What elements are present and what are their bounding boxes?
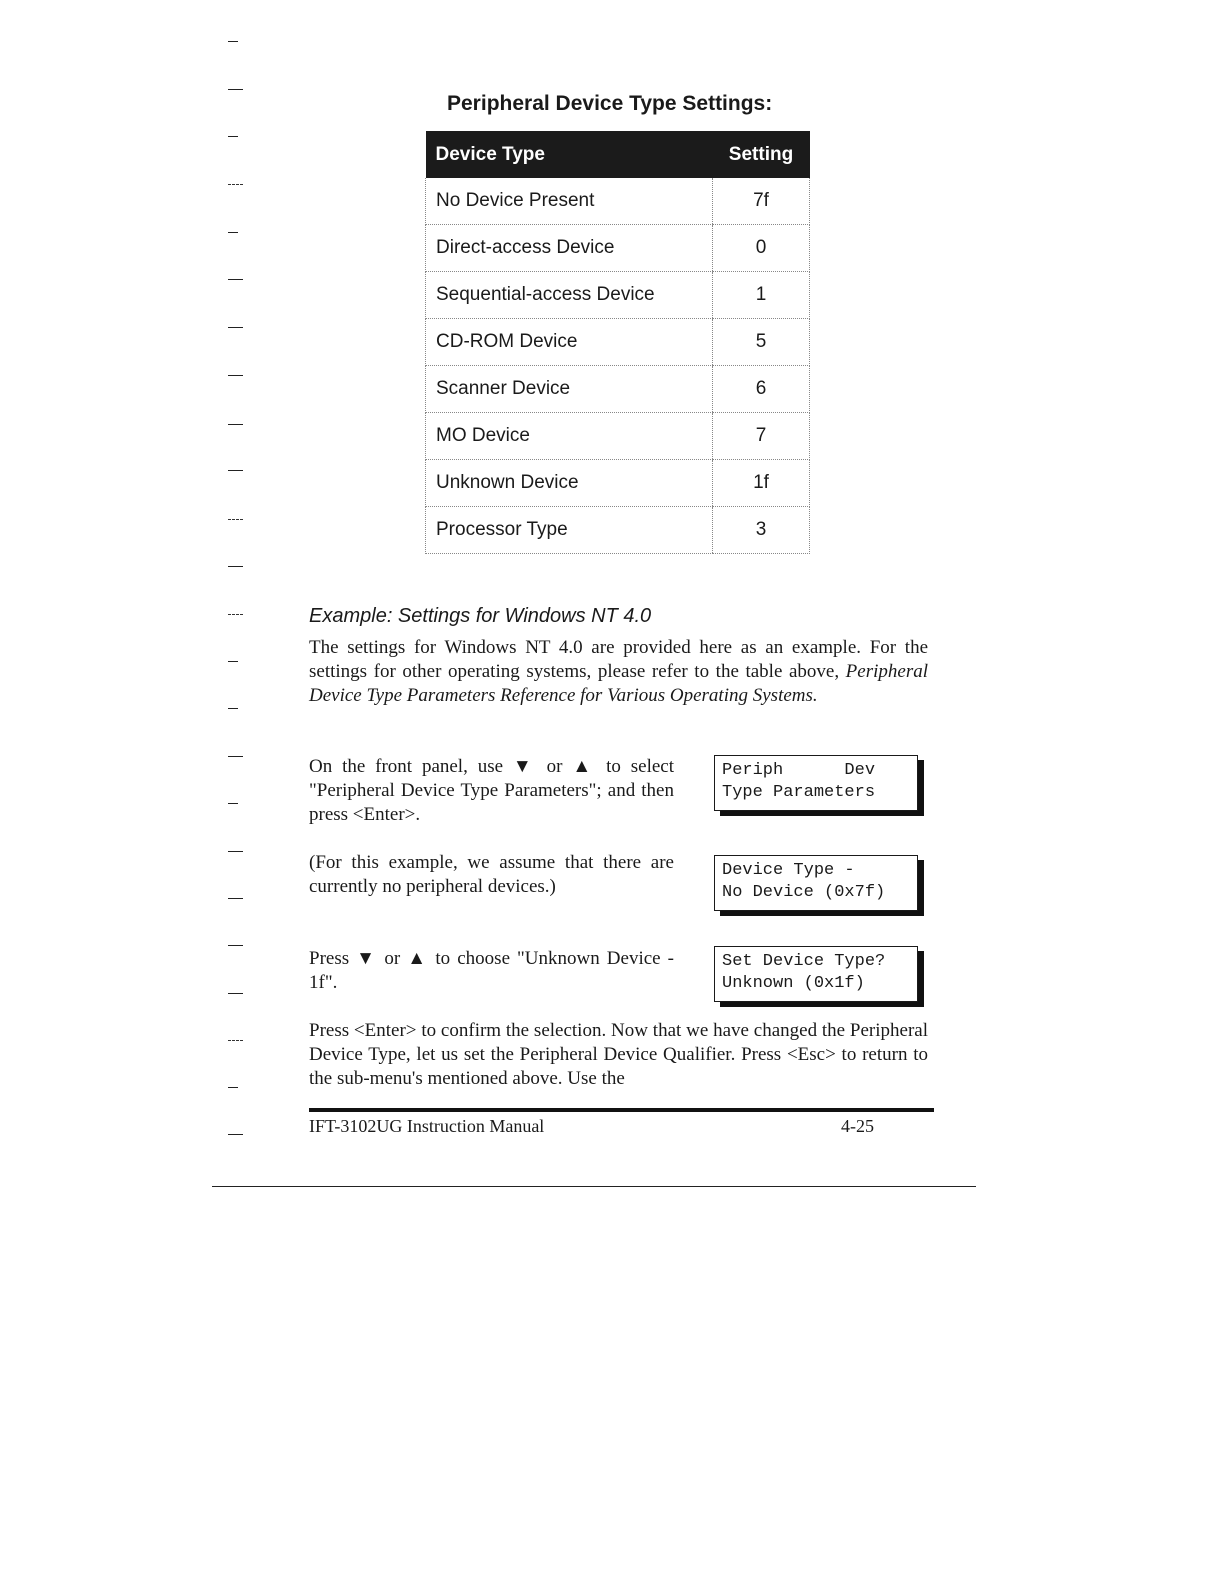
footer-page-number: 4-25 bbox=[841, 1116, 874, 1136]
step-3-text: Press ▼ or ▲ to choose "Unknown Device - 1f". bbox=[309, 948, 674, 993]
intro-paragraph bbox=[309, 636, 928, 708]
setting-cell: 5 bbox=[713, 319, 810, 366]
example-heading: Example: Settings for Windows NT 4.0 bbox=[309, 605, 652, 627]
setting-cell: 3 bbox=[713, 507, 810, 554]
setting-cell: 1f bbox=[713, 460, 810, 507]
setting-cell: 6 bbox=[713, 366, 810, 413]
table-header-row bbox=[426, 131, 810, 178]
device-cell: Sequential-access Device bbox=[426, 272, 713, 319]
table-row bbox=[426, 225, 810, 272]
device-cell: Direct-access Device bbox=[426, 225, 713, 272]
table-row bbox=[426, 272, 810, 319]
lcd-display-2 bbox=[714, 855, 918, 911]
footer-manual-title: IFT-3102UG Instruction Manual bbox=[309, 1116, 545, 1136]
lcd-line: No Device (0x7f) bbox=[722, 883, 886, 902]
table-row bbox=[426, 413, 810, 460]
lcd-display-3 bbox=[714, 946, 918, 1002]
device-cell: MO Device bbox=[426, 413, 713, 460]
setting-cell: 7f bbox=[713, 178, 810, 225]
lcd-display-1 bbox=[714, 755, 918, 811]
lcd-line: Device Type - bbox=[722, 861, 855, 880]
intro-text: The settings for Windows NT 4.0 are provided here as an example. For the settings for other operating systems, please refer to the table above, bbox=[309, 637, 928, 682]
column-header-setting: Setting bbox=[713, 131, 810, 178]
lcd-line: Unknown (0x1f) bbox=[722, 974, 865, 993]
setting-cell: 0 bbox=[713, 225, 810, 272]
table-title: Peripheral Device Type Settings: bbox=[447, 92, 773, 115]
device-type-table bbox=[425, 131, 810, 554]
device-cell: Scanner Device bbox=[426, 366, 713, 413]
column-header-device-type: Device Type bbox=[426, 131, 713, 178]
intro-reference: Peripheral Device Type Parameters Reference for Various Operating Systems. bbox=[309, 661, 928, 706]
table-row bbox=[426, 507, 810, 554]
step-1-text: On the front panel, use ▼ or ▲ to select "Peripheral Device Type Parameters"; and then press <Enter>. bbox=[309, 756, 674, 825]
table-row bbox=[426, 366, 810, 413]
setting-cell: 1 bbox=[713, 272, 810, 319]
footer-divider bbox=[309, 1108, 934, 1112]
device-cell: No Device Present bbox=[426, 178, 713, 225]
device-cell: Processor Type bbox=[426, 507, 713, 554]
device-cell: CD-ROM Device bbox=[426, 319, 713, 366]
setting-cell: 7 bbox=[713, 413, 810, 460]
closing-paragraph: Press <Enter> to confirm the selection. Now that we have changed the Peripheral Device Type, let us set the Peripheral Device Qualifier. Press <Esc> to return to the sub-menu's mentioned above. Use the bbox=[309, 1020, 928, 1089]
lcd-line: Periph Dev bbox=[722, 761, 876, 780]
device-cell: Unknown Device bbox=[426, 460, 713, 507]
table-row bbox=[426, 178, 810, 225]
lcd-line: Set Device Type? bbox=[722, 952, 886, 971]
table-row bbox=[426, 460, 810, 507]
lcd-line: Type Parameters bbox=[722, 783, 876, 802]
table-row bbox=[426, 319, 810, 366]
page-edge-line bbox=[212, 1186, 976, 1187]
step-2-text: (For this example, we assume that there are currently no peripheral devices.) bbox=[309, 852, 674, 897]
